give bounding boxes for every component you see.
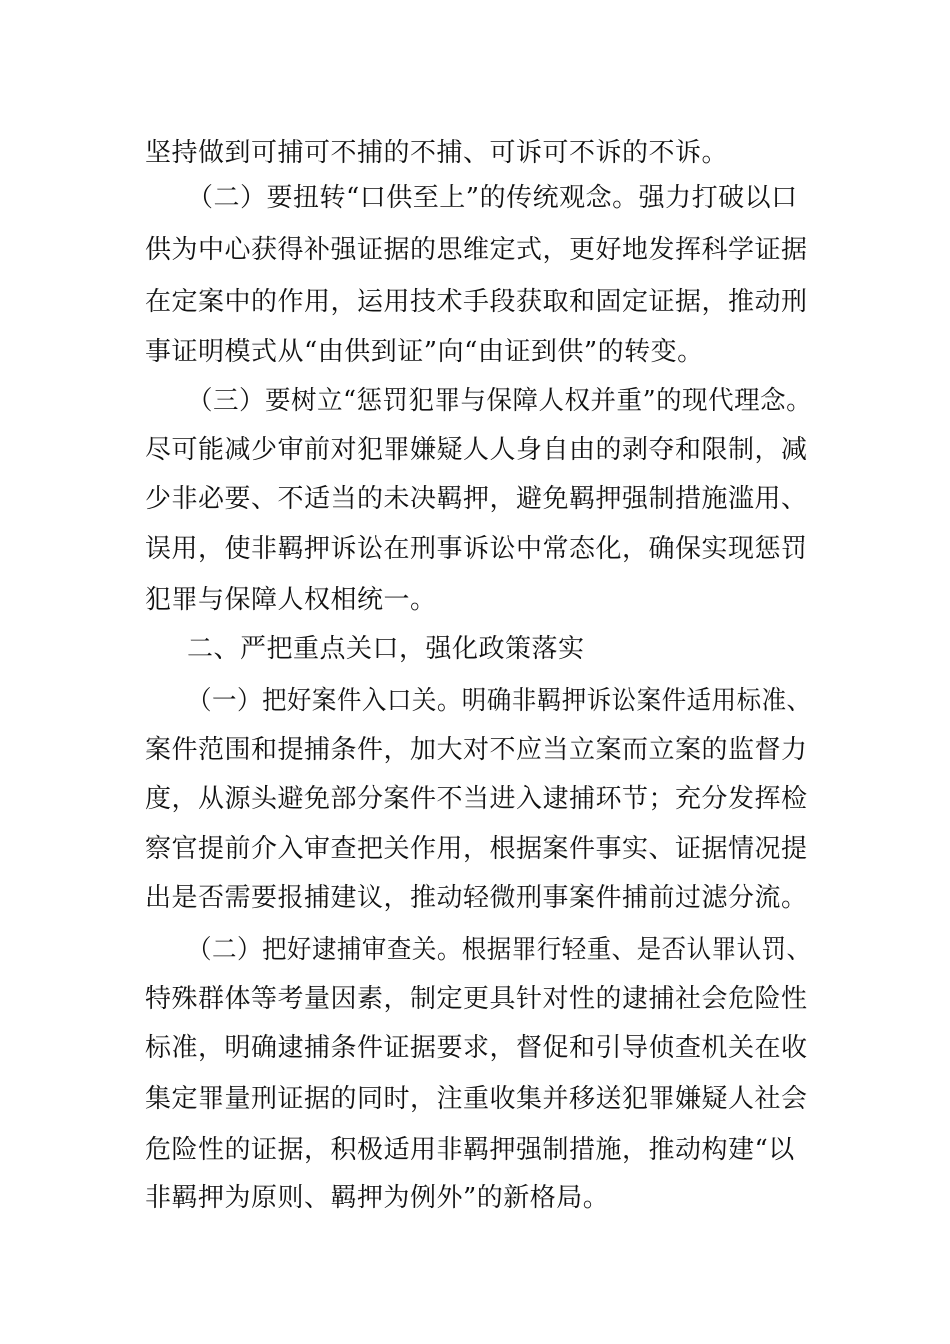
text-line-7: 尽可能减少审前对犯罪嫌疑人人身自由的剥夺和限制，减 xyxy=(145,435,808,465)
text-line-12: （一）把好案件入口关。明确非羁押诉讼案件适用标准、 xyxy=(187,686,812,716)
text-line-17: （二）把好逮捕审查关。根据罪行轻重、是否认罪认罚、 xyxy=(187,935,812,965)
text-line-21: 危险性的证据，积极适用非羁押强制措施，推动构建“以 xyxy=(145,1135,795,1165)
text-line-16: 出是否需要报捕建议，推动轻微刑事案件捕前过滤分流。 xyxy=(145,883,808,913)
text-line-4: 在定案中的作用，运用技术手段获取和固定证据，推动刑 xyxy=(145,287,808,317)
text-line-15: 察官提前介入审查把关作用，根据案件事实、证据情况提 xyxy=(145,834,808,864)
text-line-6: （三）要树立“惩罚犯罪与保障人权并重”的现代理念。 xyxy=(187,386,813,416)
text-line-1: 坚持做到可捕可不捕的不捕、可诉可不诉的不诉。 xyxy=(145,138,729,168)
text-line-20: 集定罪量刑证据的同时，注重收集并移送犯罪嫌疑人社会 xyxy=(145,1084,808,1114)
text-line-13: 案件范围和提捕条件，加大对不应当立案而立案的监督力 xyxy=(145,735,808,765)
text-line-10: 犯罪与保障人权相统一。 xyxy=(145,585,437,615)
text-line-14: 度，从源头避免部分案件不当进入逮捕环节；充分发挥检 xyxy=(145,784,808,814)
text-line-19: 标准，明确逮捕条件证据要求，督促和引导侦查机关在收 xyxy=(145,1033,808,1063)
text-line-5: 事证明模式从“由供到证”向“由证到供”的转变。 xyxy=(145,337,704,367)
text-line-9: 误用，使非羁押诉讼在刑事诉讼中常态化，确保实现惩罚 xyxy=(145,534,808,564)
text-line-3: 供为中心获得补强证据的思维定式，更好地发挥科学证据 xyxy=(145,235,808,265)
text-line-22: 非羁押为原则、羁押为例外”的新格局。 xyxy=(145,1183,610,1213)
text-line-2: （二）要扭转“口供至上”的传统观念。强力打破以口 xyxy=(187,183,798,213)
text-line-8: 少非必要、不适当的未决羁押，避免羁押强制措施滥用、 xyxy=(145,484,808,514)
section-heading: 二、严把重点关口，强化政策落实 xyxy=(187,634,585,664)
text-line-18: 特殊群体等考量因素，制定更具针对性的逮捕社会危险性 xyxy=(145,984,808,1014)
